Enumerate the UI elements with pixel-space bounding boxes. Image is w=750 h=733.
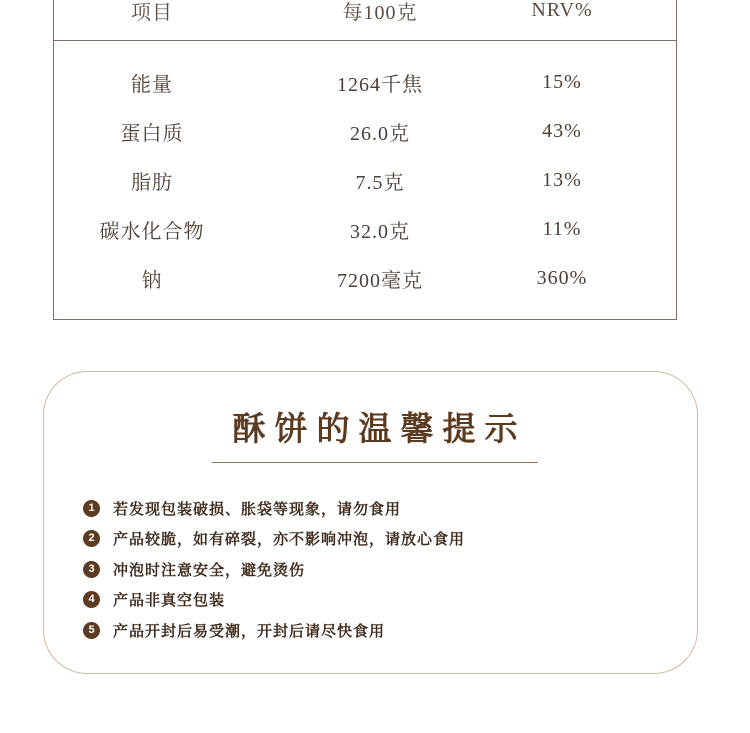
nutrient-name: 蛋白质 xyxy=(120,123,184,145)
tips-box xyxy=(43,371,698,674)
tip-text: 产品非真空包装 xyxy=(113,593,226,610)
nutrient-nrv: 11% xyxy=(542,218,582,240)
nutrient-amount: 1264千焦 xyxy=(337,74,423,96)
nutrient-amount: 26.0克 xyxy=(350,123,410,145)
nutrient-amount: 7200毫克 xyxy=(337,270,423,292)
table-row xyxy=(54,254,676,303)
nutrient-amount: 32.0克 xyxy=(350,221,410,243)
tip-text: 产品开封后易受潮，开封后请尽快食用 xyxy=(113,623,386,640)
nutrient-nrv: 15% xyxy=(542,71,582,93)
tip-text: 产品较脆，如有碎裂，亦不影响冲泡，请放心食用 xyxy=(113,532,466,549)
tip-number-badge: 4 xyxy=(83,591,100,608)
header-item: 项目 xyxy=(131,1,173,24)
nutrient-amount: 7.5克 xyxy=(355,172,405,194)
nutrient-nrv: 13% xyxy=(542,169,582,191)
nutrient-name: 脂肪 xyxy=(131,172,173,194)
nutrient-name: 钠 xyxy=(141,270,163,292)
nutrient-name: 能量 xyxy=(131,74,173,96)
list-item xyxy=(83,493,465,524)
tip-number-badge: 3 xyxy=(83,561,100,578)
table-body xyxy=(54,41,676,303)
table-row xyxy=(54,156,676,205)
list-item xyxy=(83,615,465,646)
tips-title: 酥饼的温馨提示 xyxy=(232,412,527,448)
list-item xyxy=(83,585,465,616)
header-per-100g: 每100克 xyxy=(342,1,418,24)
tip-number-badge: 1 xyxy=(83,500,100,517)
table-row xyxy=(54,205,676,254)
table-header-row xyxy=(54,0,676,41)
nutrient-nrv: 360% xyxy=(536,267,588,289)
table-row xyxy=(54,58,676,107)
list-item xyxy=(83,554,465,585)
title-divider xyxy=(212,462,538,463)
table-row xyxy=(54,107,676,156)
tip-text: 冲泡时注意安全，避免烫伤 xyxy=(113,562,306,579)
tips-list xyxy=(83,493,465,646)
tip-number-badge: 5 xyxy=(83,622,100,639)
header-nrv: NRV% xyxy=(531,0,593,21)
nutrient-nrv: 43% xyxy=(542,120,582,142)
nutrient-name: 碳水化合物 xyxy=(99,221,205,243)
list-item xyxy=(83,524,465,555)
tip-number-badge: 2 xyxy=(83,530,100,547)
nutrition-table xyxy=(53,0,677,320)
tip-text: 若发现包装破损、胀袋等现象，请勿食用 xyxy=(113,501,402,518)
